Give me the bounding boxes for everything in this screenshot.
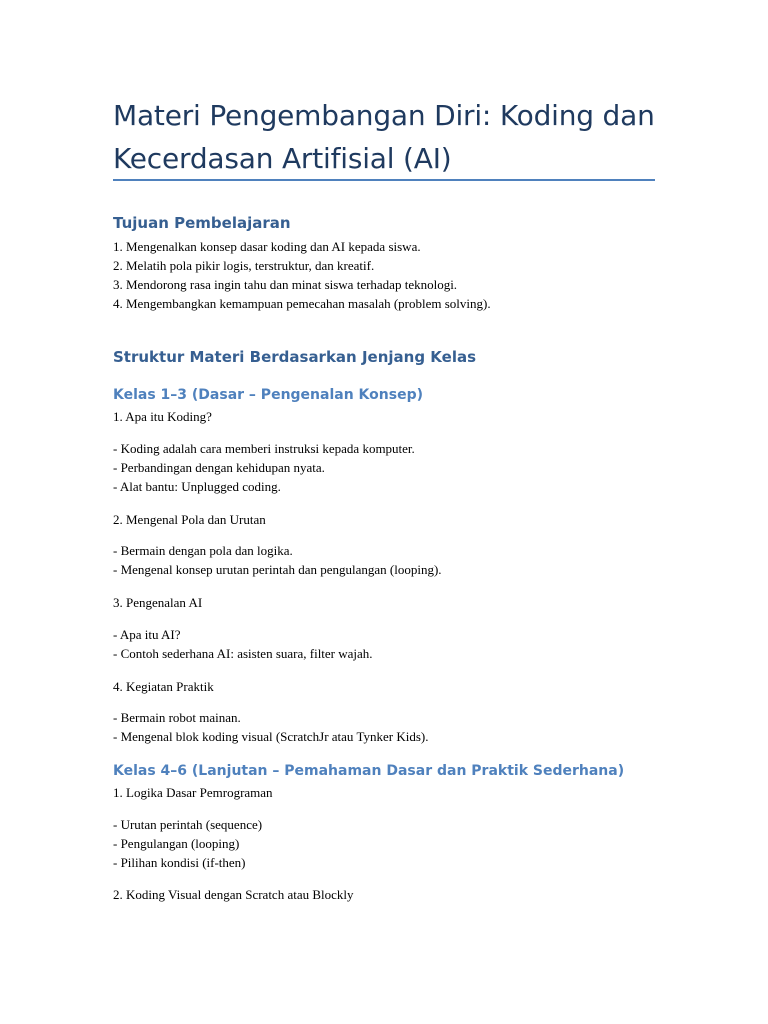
list-item: - Mengenal blok koding visual (ScratchJr atau Tynker Kids). — [113, 729, 429, 744]
list-item: - Mengenal konsep urutan perintah dan pengulangan (looping). — [113, 562, 442, 577]
heading-struktur-materi: Struktur Materi Berdasarkan Jenjang Kelas — [113, 348, 477, 366]
topic-title: 2. Mengenal Pola dan Urutan — [113, 512, 266, 527]
list-item: 2. Melatih pola pikir logis, terstruktur, dan kreatif. — [113, 258, 375, 273]
topic-points — [113, 541, 442, 579]
list-item: - Apa itu AI? — [113, 627, 181, 642]
topic-title: 3. Pengenalan AI — [113, 595, 203, 610]
list-item: - Perbandingan dengan kehidupan nyata. — [113, 460, 325, 475]
document-title: Materi Pengembangan Diri: Koding dan Kecerdasan Artifisial (AI) — [113, 99, 655, 175]
topic-title: 4. Kegiatan Praktik — [113, 679, 214, 694]
list-item: - Koding adalah cara memberi instruksi kepada komputer. — [113, 441, 415, 456]
topic-points — [113, 625, 373, 663]
heading-kelas-1-3: Kelas 1–3 (Dasar – Pengenalan Konsep) — [113, 387, 423, 403]
tujuan-list — [113, 237, 491, 313]
list-item: 1. Mengenalkan konsep dasar koding dan AI kepada siswa. — [113, 239, 421, 254]
list-item: 4. Mengembangkan kemampuan pemecahan masalah (problem solving). — [113, 296, 491, 311]
list-item: - Pengulangan (looping) — [113, 836, 240, 851]
list-item: - Pilihan kondisi (if-then) — [113, 855, 246, 870]
list-item: - Bermain robot mainan. — [113, 710, 241, 725]
list-item: - Bermain dengan pola dan logika. — [113, 543, 293, 558]
list-item: 3. Mendorong rasa ingin tahu dan minat siswa terhadap teknologi. — [113, 277, 458, 292]
topic-title: 1. Logika Dasar Pemrograman — [113, 785, 273, 800]
topic-title: 2. Koding Visual dengan Scratch atau Blockly — [113, 887, 354, 902]
topic-points — [113, 439, 415, 496]
list-item: - Alat bantu: Unplugged coding. — [113, 479, 281, 494]
heading-tujuan-pembelajaran: Tujuan Pembelajaran — [113, 214, 291, 232]
heading-kelas-4-6: Kelas 4–6 (Lanjutan – Pemahaman Dasar dan Praktik Sederhana) — [113, 763, 625, 779]
list-item: - Contoh sederhana AI: asisten suara, filter wajah. — [113, 646, 373, 661]
title-underline — [113, 179, 655, 181]
topic-points — [113, 708, 428, 746]
topic-title: 1. Apa itu Koding? — [113, 409, 212, 424]
topic-points — [113, 815, 262, 872]
list-item: - Urutan perintah (sequence) — [113, 817, 263, 832]
